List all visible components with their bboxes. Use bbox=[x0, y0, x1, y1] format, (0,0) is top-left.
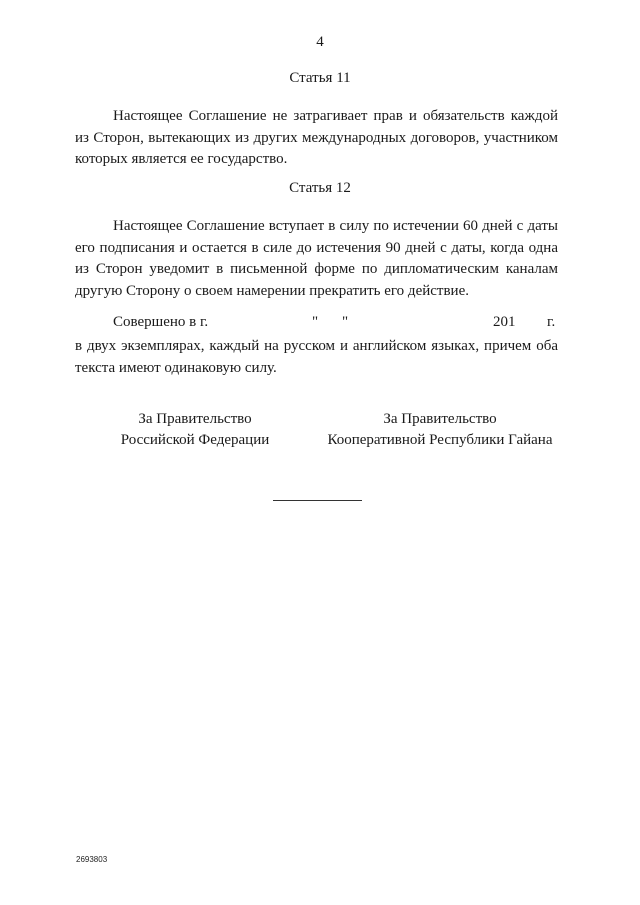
done-at-continuation: в двух экземплярах, каждый на русском и английском языках, причем оба текста имеют одинаковую силу. bbox=[75, 338, 558, 376]
signature-russia-line2: Российской Федерации bbox=[120, 432, 270, 448]
page-number: 4 bbox=[316, 34, 324, 50]
article-12-text: Настоящее Соглашение вступает в силу по истечении 60 дней с даты его подписания и остается в силе до истечения 90 дней с даты, когда одна из Сторон уведомит в письменной форме по дипломатическим каналам другую Сторону о своем намерении прекратить его действие. bbox=[75, 218, 558, 299]
signature-russia-line1: За Правительство bbox=[138, 411, 252, 427]
signature-block-guyana bbox=[320, 409, 560, 451]
closing-divider bbox=[273, 500, 362, 501]
document-code: 2693803 bbox=[76, 855, 108, 864]
article-11-text: Настоящее Соглашение не затрагивает прав и обязательств каждой из Сторон, вытекающих из других международных договоров, участником которых является ее государство. bbox=[75, 108, 558, 167]
signature-block-russia bbox=[110, 409, 280, 451]
signature-guyana-line1: За Правительство bbox=[383, 411, 497, 427]
done-at-prefix: Совершено в г. bbox=[113, 314, 209, 330]
done-at-line bbox=[113, 314, 558, 336]
quote-open: " bbox=[312, 314, 319, 330]
article-11-heading: Статья 11 bbox=[289, 70, 351, 86]
year-prefix: 201 bbox=[493, 314, 516, 330]
year-suffix: г. bbox=[547, 314, 556, 330]
quote-close: " bbox=[342, 314, 349, 330]
article-12-heading: Статья 12 bbox=[289, 180, 351, 196]
signature-guyana-line2: Кооперативной Республики Гайана bbox=[327, 432, 553, 448]
